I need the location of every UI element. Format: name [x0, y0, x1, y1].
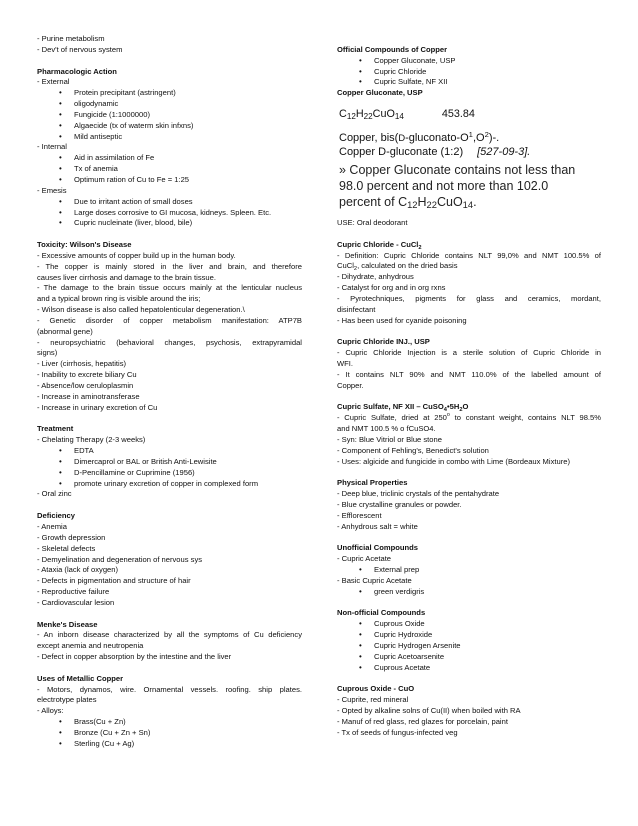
- bullet-item: • green verdigris: [337, 587, 601, 598]
- name-part: ,O: [472, 132, 485, 145]
- spacer: [37, 609, 302, 620]
- text-line: except anemia and neutropenia: [37, 641, 144, 651]
- spacer: [37, 663, 302, 674]
- section-heading: Cuprous Oxide - CuO: [337, 684, 415, 694]
- text-line: - Tx of seeds of fungus-infected veg: [337, 727, 458, 737]
- bullet-item: • Cupric Chloride: [337, 67, 601, 78]
- text-line: - Demyelination and degeneration of nervous sys: [37, 554, 203, 564]
- text-line: - Emesis: [37, 185, 67, 195]
- text-line: - Chelating Therapy (2-3 weeks): [37, 435, 146, 445]
- bullet-item: • Aid in assimilation of Fe: [37, 153, 302, 164]
- text-line: - Cupric Sulfate, dried at 250$^o$ to constant weight, contains NLT 98.5%: [337, 412, 602, 423]
- bullet-item: • Bronze (Cu + Zn + Sn): [37, 728, 302, 739]
- spec-line-2: 98.0 percent and not more than 102.0: [339, 179, 549, 194]
- bullet-item: • Tx of anemia: [37, 164, 302, 175]
- text-line: - Has been used for cyanide poisoning: [337, 315, 467, 325]
- text-line: - Defect in copper absorption by the intestine and the liver: [37, 652, 232, 662]
- text-line: - Definition: Cupric Chloride contains NLT 99,0% and NMT 100.5% of: [337, 250, 601, 260]
- text-line: - Pyrotechniques, pigments for glass and ceramics, mordant,: [337, 293, 601, 303]
- text-line: - The copper is mainly stored in the liver and brain, and therefore: [37, 261, 302, 271]
- bullet-item: • Protein precipitant (astringent): [37, 88, 302, 99]
- formula-subscript: 14: [394, 112, 404, 122]
- name-part: Copper D-gluconate (1:2): [339, 146, 464, 159]
- bullet-item: • Cupric Hydroxide: [337, 630, 601, 641]
- spec-subscript: 12: [407, 200, 418, 211]
- text-line: - Oral zinc: [37, 489, 72, 499]
- text-line: - An inborn disease characterized by all the symptoms of Cu deficiency: [37, 630, 302, 640]
- text-line: - Genetic disorder of copper metabolism manifestation: ATP7B: [37, 315, 302, 325]
- spacer: [337, 229, 601, 240]
- formula-subscript: 22: [363, 112, 373, 122]
- text-line: - Manuf of red glass, red glazes for porcelain, paint: [337, 716, 508, 726]
- bullet-item: • Cupric Sulfate, NF XII: [337, 77, 601, 88]
- text-line: - Absence/low ceruloplasmin: [37, 381, 134, 390]
- text-line: - Blue crystalline granules or powder.: [337, 500, 462, 509]
- section-heading: Cupric Chloride - CuCl$_2$: [337, 239, 422, 251]
- bullet-item: • Cuprous Oxide: [337, 619, 601, 630]
- text-line: - Cupric Chloride Injection is a sterile solution of Cupric Chloride in: [337, 348, 601, 358]
- text-line: signs): [37, 348, 58, 358]
- spec-part: CuO: [436, 195, 463, 210]
- bullet-item: • D-Pencillamine or Cuprimine (1956): [37, 468, 302, 479]
- name-part: -gluconato-O: [405, 132, 469, 145]
- official-compounds-section: [337, 34, 601, 99]
- text-line: - Cardiovascular lesion: [37, 597, 115, 607]
- spacer: [337, 34, 601, 45]
- section-heading: Official Compounds of Copper: [337, 44, 448, 54]
- formula-part: CuO: [372, 108, 395, 121]
- text-line: - External: [37, 77, 70, 87]
- cas-number: [527-09-3].: [477, 146, 531, 159]
- text-line: and NMT 100.5 % o fCuSO4.: [337, 424, 436, 434]
- text-line: - Excessive amounts of copper build up in the human body.: [37, 250, 236, 260]
- text-line: - Syn: Blue Vitriol or Blue stone: [337, 434, 442, 444]
- spacer: [337, 467, 601, 478]
- spacer: [37, 414, 302, 425]
- spacer: [337, 598, 601, 609]
- bullet-item: • Cuprous Acetate: [337, 663, 601, 674]
- bullet-item: • Dimercaprol or BAL or British Anti-Lewisite: [37, 457, 302, 468]
- compounds-details-section: [337, 218, 601, 739]
- section-heading: Pharmacologic Action: [37, 66, 117, 76]
- text-line: CuCl$_2$, calculated on the dried basis: [337, 261, 458, 273]
- section-heading: Copper Gluconate, USP: [337, 88, 423, 98]
- spacer: [37, 500, 302, 511]
- bullet-item: • Cupric Hydrogen Arsenite: [337, 641, 601, 652]
- name-part: Copper, bis(: [339, 132, 399, 145]
- text-line: - Anhydrous salt = white: [337, 521, 418, 531]
- spacer: [37, 56, 302, 67]
- right-column: [337, 34, 601, 739]
- name-superscript: 1: [468, 130, 473, 140]
- text-line: - Purine metabolism: [37, 34, 105, 43]
- name-superscript: 2: [484, 130, 489, 140]
- left-column: [37, 34, 302, 750]
- spacer: [337, 327, 601, 338]
- text-line: electrotype plates: [37, 695, 97, 705]
- text-line: - Liver (cirrhosis, hepatitis): [37, 359, 127, 369]
- text-line: - Skeletal defects: [37, 543, 96, 553]
- section-heading: Cupric Sulfate, NF XII – $CuSO_4•5H_2O$: [337, 402, 469, 414]
- spec-subscript: 22: [426, 200, 437, 211]
- text-line: - Dihydrate, anhydrous: [337, 272, 414, 282]
- molecular-formula: [339, 105, 601, 123]
- text-line: causes liver cirrhosis and damage to the brain tissue.: [37, 272, 216, 282]
- text-line: - Deep blue, triclinic crystals of the pentahydrate: [337, 489, 500, 499]
- formula-part: H: [355, 108, 364, 121]
- name-part: D: [398, 133, 406, 144]
- text-line: - Basic Cupric Acetate: [337, 575, 412, 585]
- spec-subscript: 14: [462, 200, 474, 211]
- spec-part: .: [473, 195, 477, 210]
- text-line: - Internal: [37, 142, 67, 152]
- text-line: - Anemia: [37, 521, 67, 531]
- spacer: [337, 533, 601, 544]
- text-line: - Defects in pigmentation and structure of hair: [37, 576, 191, 586]
- text-line: and a typical brown ring is visible around the iris;: [37, 294, 201, 304]
- text-line: (abnormal gene): [37, 326, 93, 336]
- section-heading: Menke's Disease: [37, 619, 98, 629]
- spec-line-1: » Copper Gluconate contains not less than: [339, 163, 576, 178]
- section-heading: Deficiency: [37, 511, 75, 521]
- bullet-item: • EDTA: [37, 446, 302, 457]
- text-line: - Ataxia (lack of oxygen): [37, 565, 119, 575]
- bullet-item: • Fungicide (1:1000000): [37, 110, 302, 121]
- bullet-item: • Sterling (Cu + Ag): [37, 739, 302, 750]
- text-line: - neuropsychiatric (behavioral changes, psychosis, extrapyramidal: [37, 337, 302, 347]
- text-line: - Wilson disease is also called hepatolenticular degeneration.\: [37, 305, 245, 315]
- spec-line-3: [339, 194, 601, 210]
- molecular-weight: 453.84: [441, 108, 475, 121]
- text-line: - Efflorescent: [337, 510, 382, 520]
- text-line: - Increase in urinary excretion of Cu: [37, 402, 158, 412]
- spec-part: H: [417, 195, 427, 210]
- section-heading: Physical Properties: [337, 478, 408, 488]
- bullet-item: • oligodynamic: [37, 99, 302, 110]
- bullet-item: • Brass(Cu + Zn): [37, 717, 302, 728]
- bullet-item: • Cupric nucleinate (liver, blood, bile): [37, 218, 302, 229]
- spacer: [337, 674, 601, 685]
- section-heading: Non-official Compounds: [337, 608, 426, 618]
- text-line: - It contains NLT 90% and NMT 110.0% of the labelled amount of: [337, 369, 601, 379]
- section-heading: Treatment: [37, 424, 74, 434]
- bullet-item: • Mild antiseptic: [37, 132, 302, 143]
- text-line: - Component of Fehling's, Benedict's solution: [337, 445, 489, 455]
- text-line: - Catalyst for org and in org rxns: [337, 283, 446, 293]
- bullet-item: • Optimum ration of Cu to Fe = 1:25: [37, 175, 302, 186]
- text-line: - Motors, dynamos, wire. Ornamental vessels. roofing. ship plates.: [37, 684, 302, 694]
- bullet-item: • Due to irritant action of small doses: [37, 197, 302, 208]
- bullet-item: • Cupric Acetoarsenite: [337, 652, 601, 663]
- text-line: USE: Oral deodorant: [337, 218, 408, 228]
- bullet-item: • promote urinary excretion of copper in complexed form: [37, 479, 302, 490]
- text-line: - Cuprite, red mineral: [337, 695, 409, 705]
- text-line: - Reproductive failure: [37, 587, 110, 597]
- text-line: - The damage to the brain tissue occurs mainly at the lenticular nucleus: [37, 283, 302, 293]
- text-line: - Increase in aminotransferase: [37, 391, 140, 401]
- spacer: [37, 229, 302, 240]
- section-heading: Toxicity: Wilson's Disease: [37, 240, 132, 250]
- name-part: )-.: [488, 132, 500, 145]
- chemical-name-1: [339, 131, 601, 145]
- section-heading: Unofficial Compounds: [337, 543, 418, 553]
- formula-subscript: 12: [346, 112, 356, 122]
- text-line: disinfectant: [337, 304, 376, 314]
- text-line: - Opted by alkaline solns of Cu(II) when boiled with RA: [337, 706, 521, 716]
- text-line: - Growth depression: [37, 532, 106, 542]
- text-line: - Uses: algicide and fungicide in combo with Lime (Bordeaux Mixture): [337, 456, 570, 466]
- text-line: WFI.: [337, 359, 354, 369]
- bullet-item: • Large doses corrosive to GI mucosa, kidneys. Spleen. Etc.: [37, 208, 302, 219]
- text-line: - Cupric Acetate: [337, 554, 392, 564]
- text-line: - Inability to excrete biliary Cu: [37, 370, 137, 380]
- section-heading: Cupric Chloride INJ., USP: [337, 337, 430, 347]
- spec-part: percent of C: [339, 195, 408, 210]
- chemical-name-2: [339, 145, 601, 159]
- spacer: [337, 392, 601, 403]
- text-line: Copper.: [337, 380, 364, 390]
- formula-part: C: [339, 108, 347, 121]
- bullet-item: • Algaecide (tx of waterm skin infxns): [37, 121, 302, 132]
- copper-gluconate-monograph-image: [339, 105, 601, 218]
- text-line: - Dev't of nervous system: [37, 44, 123, 54]
- text-line: - Alloys:: [37, 706, 64, 716]
- bullet-item: • External prep: [337, 565, 601, 576]
- bullet-item: • Copper Gluconate, USP: [337, 56, 601, 67]
- section-heading: Uses of Metallic Copper: [37, 673, 124, 683]
